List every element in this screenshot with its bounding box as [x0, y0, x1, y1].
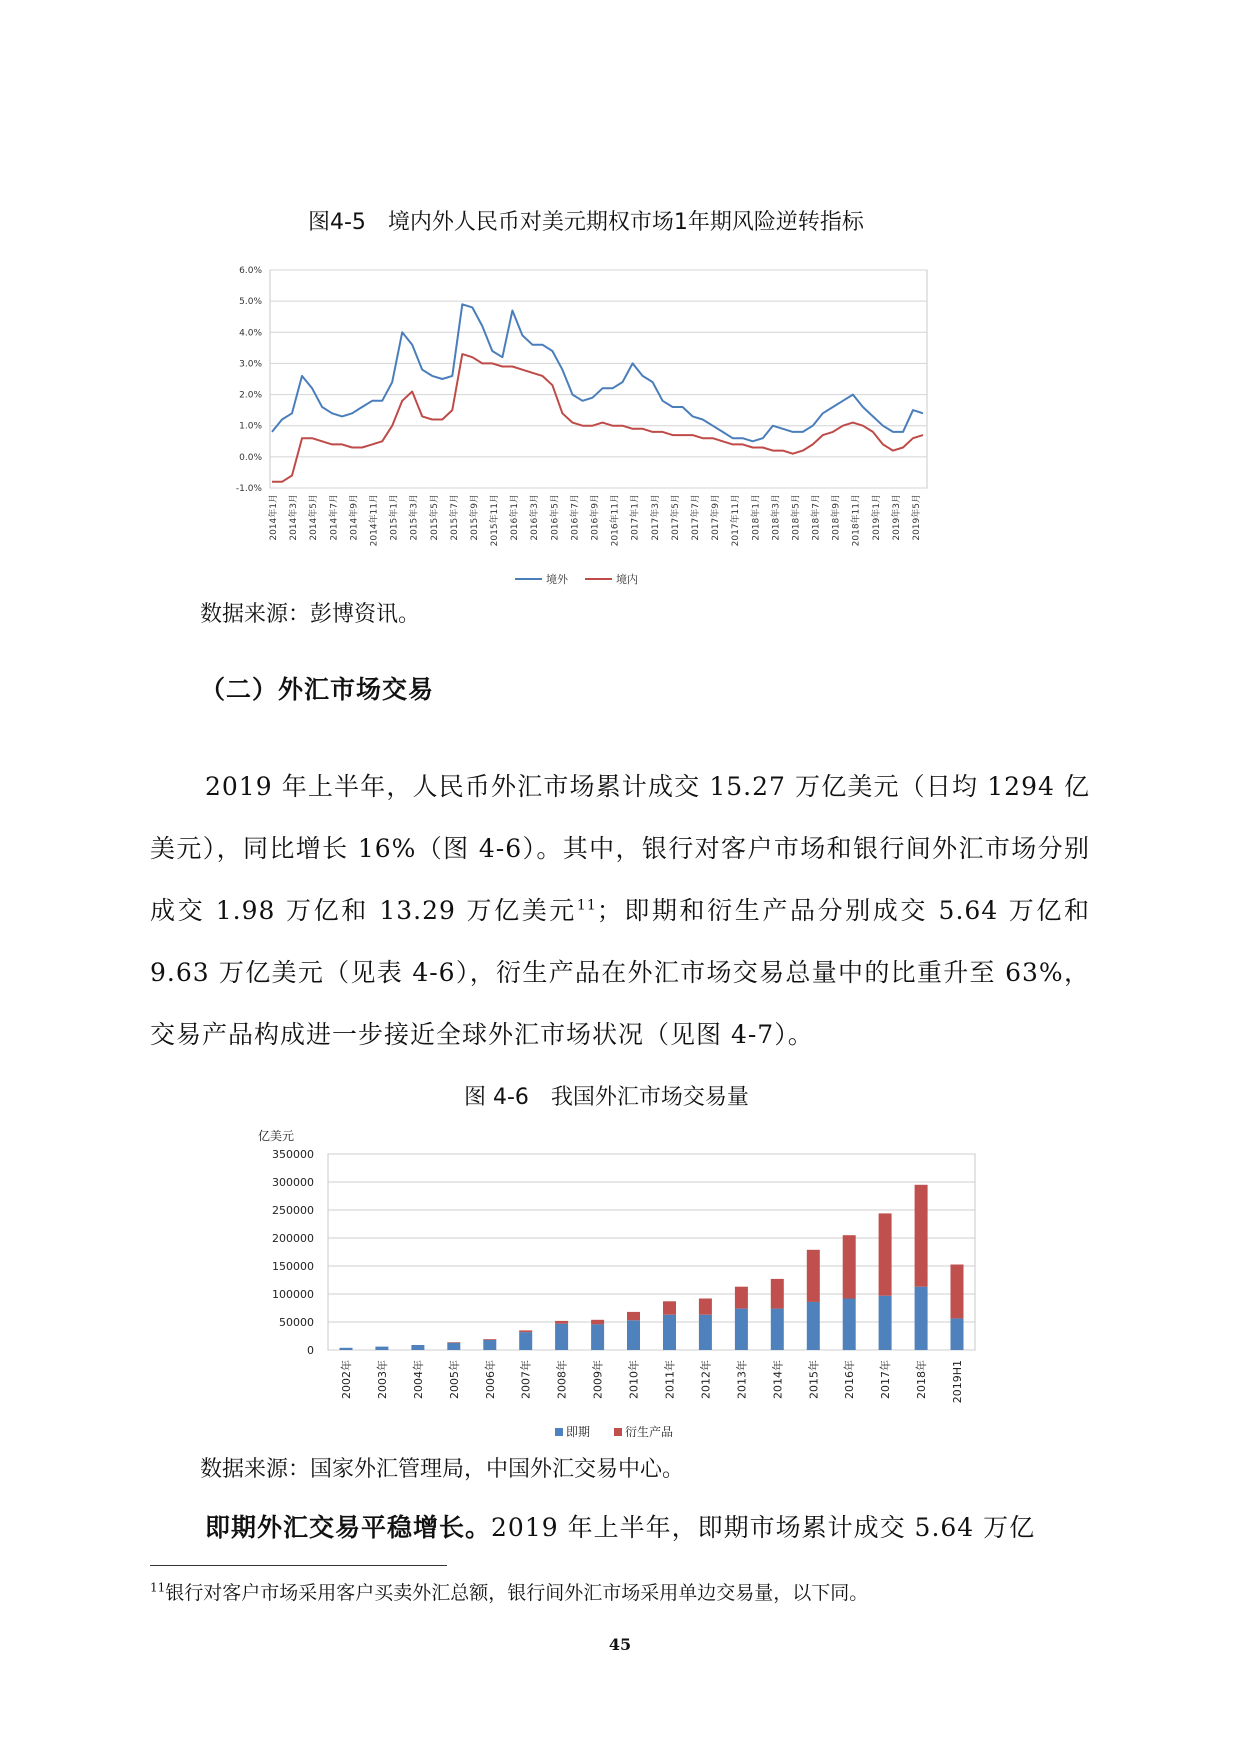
paragraph-text: 2019 年上半年，即期市场累计成交 5.64 万亿	[491, 1513, 1036, 1542]
x-tick-label: 2014年9月	[349, 494, 360, 541]
bar-spot	[555, 1324, 568, 1350]
bar-spot	[411, 1345, 424, 1350]
y-tick-label: 0	[307, 1344, 314, 1357]
section-heading: （二）外汇市场交易	[200, 675, 435, 704]
body-paragraph-1	[150, 756, 1090, 1066]
x-tick-label: 2016年7月	[570, 494, 581, 541]
bar-spot	[807, 1302, 820, 1350]
x-tick-label: 2007年	[519, 1360, 533, 1399]
y-tick-label: 50000	[279, 1316, 314, 1329]
bar-derivatives	[915, 1185, 928, 1287]
bar-spot	[627, 1320, 640, 1350]
bar-derivatives	[951, 1265, 964, 1319]
bar-spot	[591, 1324, 604, 1350]
x-tick-label: 2019年1月	[871, 494, 882, 541]
x-tick-label: 2016年3月	[530, 494, 541, 541]
bar-spot	[663, 1315, 676, 1350]
footnote-divider	[150, 1565, 447, 1566]
y-tick-label: 100000	[272, 1288, 314, 1301]
x-tick-label: 2017年3月	[650, 494, 661, 541]
bar-plot-area	[328, 1154, 975, 1350]
legend-swatch-derivatives	[614, 1428, 622, 1436]
x-tick-label: 2014年1月	[269, 494, 279, 541]
bar-derivatives	[519, 1330, 532, 1332]
x-tick-label: 2018年11月	[851, 494, 862, 547]
page-number: 45	[608, 1635, 632, 1654]
x-tick-label: 2014年11月	[369, 494, 380, 547]
line-chart-legend	[515, 572, 638, 586]
y-tick-label: 2.0%	[239, 390, 262, 401]
plot-area	[270, 270, 927, 488]
bar-spot	[951, 1318, 964, 1350]
x-tick-label: 2006年	[483, 1360, 497, 1399]
bar-derivatives	[699, 1299, 712, 1315]
bar-derivatives	[663, 1301, 676, 1314]
paragraph-text-cont: ；即期和衍生产品分别成交 5.64 万亿和 9.63 万亿美元（见表 4-6），衍生产品在外汇市场交易总量中的比重升至 63%，交易产品构成进一步接近全球外汇市场状况（见图 4-7）。	[150, 896, 1090, 1049]
x-tick-label: 2014年3月	[289, 494, 300, 541]
x-tick-label: 2014年5月	[309, 494, 320, 541]
bar-spot	[771, 1309, 784, 1350]
x-tick-label: 2018年1月	[751, 494, 762, 541]
x-tick-label: 2011年	[663, 1360, 677, 1399]
bar-derivatives	[555, 1321, 568, 1324]
y-tick-label: 6.0%	[239, 266, 262, 276]
y-tick-label: 3.0%	[239, 359, 262, 370]
bar-spot	[915, 1287, 928, 1350]
legend-label-spot: 即期	[566, 1425, 591, 1439]
paragraph-text: 2019 年上半年，人民币外汇市场累计成交 15.27 万亿美元（日均 1294 亿美元），同比增长 16%（图 4-6）。其中，银行对客户市场和银行间外汇市场分别成交 1.98 万亿和 13.29 万亿美元	[150, 772, 1090, 925]
bar-spot	[375, 1347, 388, 1350]
x-tick-label: 2012年	[699, 1360, 713, 1399]
series-line-onshore	[272, 354, 923, 482]
bar-derivatives	[735, 1287, 748, 1309]
x-tick-label: 2018年	[915, 1360, 929, 1399]
bar-derivatives	[843, 1235, 856, 1298]
footnote-ref[interactable]: 11	[576, 897, 597, 914]
x-tick-label: 2016年11月	[610, 494, 621, 547]
x-tick-label: 2015年	[807, 1360, 821, 1399]
x-tick-label: 2015年3月	[409, 494, 420, 541]
risk-reversal-line-chart	[225, 258, 945, 598]
x-tick-label: 2018年3月	[771, 494, 782, 541]
bar-spot	[447, 1343, 460, 1350]
bar-spot	[699, 1315, 712, 1350]
x-tick-label: 2017年11月	[731, 494, 742, 547]
bar-derivatives	[879, 1213, 892, 1295]
y-tick-label: 5.0%	[239, 297, 262, 308]
bar-derivatives	[771, 1279, 784, 1309]
x-tick-label: 2014年	[771, 1360, 785, 1399]
x-tick-label: 2016年1月	[510, 494, 521, 541]
x-tick-label: 2017年7月	[690, 494, 701, 541]
x-tick-label: 2003年	[375, 1360, 389, 1399]
bar-spot	[735, 1309, 748, 1350]
x-tick-label: 2018年9月	[831, 494, 842, 541]
bar-spot	[519, 1332, 532, 1350]
fx-volume-bar-chart	[250, 1118, 990, 1450]
x-tick-label: 2018年7月	[811, 494, 822, 541]
x-tick-label: 2004年	[411, 1360, 425, 1399]
x-tick-label: 2017年	[879, 1360, 893, 1399]
x-tick-label: 2017年9月	[711, 494, 722, 541]
series-line-offshore	[272, 304, 923, 441]
x-tick-label: 2013年	[735, 1360, 749, 1399]
bar-derivatives	[447, 1342, 460, 1343]
footnote	[150, 1578, 868, 1605]
x-tick-label: 2010年	[627, 1360, 641, 1399]
x-tick-label: 2016年5月	[550, 494, 561, 541]
body-paragraph-2	[150, 1497, 1090, 1559]
legend-label-derivatives: 衍生产品	[625, 1425, 674, 1439]
x-tick-label: 2016年	[843, 1360, 857, 1399]
bar-derivatives	[591, 1320, 604, 1325]
bar-derivatives	[483, 1339, 496, 1340]
y-unit-label: 亿美元	[258, 1129, 295, 1143]
x-tick-label: 2009年	[591, 1360, 605, 1399]
bar-spot	[843, 1299, 856, 1351]
legend-label-onshore: 境内	[616, 573, 638, 586]
x-tick-label: 2018年5月	[791, 494, 802, 541]
bar-spot	[483, 1340, 496, 1350]
x-tick-label: 2019年3月	[891, 494, 902, 541]
y-tick-label: 350000	[272, 1148, 314, 1161]
x-tick-label: 2015年5月	[429, 494, 440, 541]
y-tick-label: 1.0%	[239, 421, 262, 432]
x-tick-label: 2019H1	[951, 1360, 965, 1404]
bar-derivatives	[627, 1312, 640, 1320]
x-tick-label: 2015年7月	[449, 494, 460, 541]
x-tick-label: 2002年	[339, 1360, 353, 1399]
figure-4-5-source: 数据来源：彭博资讯。	[200, 602, 421, 627]
x-tick-label: 2015年11月	[490, 494, 501, 547]
y-tick-label: 150000	[272, 1260, 314, 1273]
y-tick-label: 4.0%	[239, 328, 262, 339]
footnote-number: 11	[150, 1580, 166, 1595]
x-tick-label: 2016年9月	[590, 494, 601, 541]
paragraph-lead: 即期外汇交易平稳增长。	[205, 1513, 492, 1542]
bar-chart-legend	[555, 1424, 673, 1439]
footnote-text: 银行对客户市场采用客户买卖外汇总额，银行间外汇市场采用单边交易量，以下同。	[165, 1582, 869, 1604]
y-tick-label: -1.0%	[235, 484, 262, 494]
y-tick-label: 0.0%	[239, 452, 262, 463]
figure-4-6-source: 数据来源：国家外汇管理局，中国外汇交易中心。	[200, 1457, 685, 1482]
x-tick-label: 2017年5月	[670, 494, 681, 541]
x-tick-label: 2017年1月	[630, 494, 641, 541]
x-tick-label: 2005年	[447, 1360, 461, 1399]
x-tick-label: 2015年9月	[469, 494, 480, 541]
bar-spot	[879, 1296, 892, 1350]
figure-4-5-title: 图4-5 境内外人民币对美元期权市场1年期风险逆转指标	[308, 210, 864, 235]
x-tick-label: 2019年5月	[912, 494, 922, 541]
x-tick-label: 2008年	[555, 1360, 569, 1399]
bar-derivatives	[807, 1250, 820, 1302]
x-tick-label: 2014年7月	[329, 494, 340, 541]
y-tick-label: 200000	[272, 1232, 314, 1245]
legend-label-offshore: 境外	[546, 573, 568, 586]
figure-4-6-title: 图 4-6 我国外汇市场交易量	[464, 1085, 749, 1110]
bar-spot	[340, 1348, 353, 1350]
y-tick-label: 300000	[272, 1176, 314, 1189]
y-tick-label: 250000	[272, 1204, 314, 1217]
x-tick-label: 2015年1月	[389, 494, 400, 541]
legend-swatch-spot	[555, 1428, 563, 1436]
